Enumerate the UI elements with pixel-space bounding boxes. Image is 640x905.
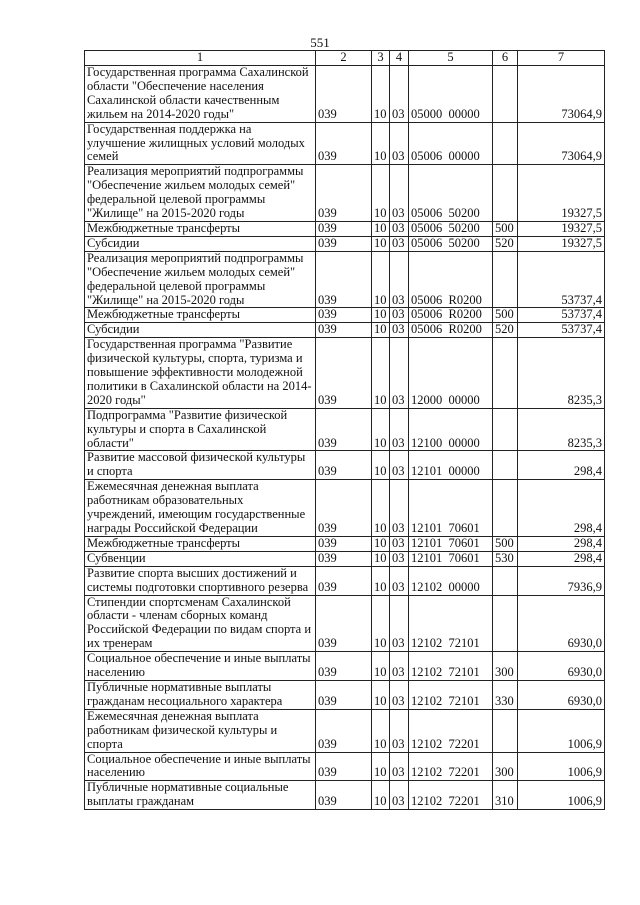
row-c5-cell: 05006 R0200 — [409, 323, 493, 338]
row-c5-cell: 12100 00000 — [409, 408, 493, 451]
row-c5-cell: 05000 00000 — [409, 66, 493, 123]
table-row — [85, 480, 605, 537]
row-c6-cell — [493, 251, 518, 308]
row-c7-cell: 8235,3 — [518, 338, 605, 409]
table-row — [85, 251, 605, 308]
row-name-cell: Публичные нормативные социальные выплаты гражданам — [85, 781, 316, 810]
row-c2-cell: 039 — [316, 566, 372, 595]
row-c7-cell: 7936,9 — [518, 566, 605, 595]
row-c2-cell: 039 — [316, 251, 372, 308]
table-row — [85, 536, 605, 551]
table-row — [85, 221, 605, 236]
row-c5-cell: 05006 50200 — [409, 236, 493, 251]
row-c6-cell: 500 — [493, 308, 518, 323]
header-cell: 1 — [85, 51, 316, 66]
row-c3-cell: 10 — [372, 165, 390, 222]
table-row — [85, 752, 605, 781]
row-name-cell: Субсидии — [85, 236, 316, 251]
row-c3-cell: 10 — [372, 251, 390, 308]
row-name-cell: Реализация мероприятий подпрограммы "Обеспечение жильем молодых семей" федеральной целевой программы "Жилище" на 2015-2020 годы — [85, 165, 316, 222]
row-name-cell: Государственная поддержка на улучшение жилищных условий молодых семей — [85, 122, 316, 165]
row-c4-cell: 03 — [390, 709, 409, 752]
row-c3-cell: 10 — [372, 709, 390, 752]
row-c3-cell: 10 — [372, 338, 390, 409]
table-row — [85, 595, 605, 652]
table-row — [85, 781, 605, 810]
table-row — [85, 451, 605, 480]
row-c2-cell: 039 — [316, 595, 372, 652]
row-c6-cell — [493, 122, 518, 165]
row-c3-cell: 10 — [372, 122, 390, 165]
row-c2-cell: 039 — [316, 66, 372, 123]
header-cell: 7 — [518, 51, 605, 66]
row-c2-cell: 039 — [316, 709, 372, 752]
row-c5-cell: 12101 70601 — [409, 536, 493, 551]
row-c6-cell: 520 — [493, 236, 518, 251]
row-name-cell: Ежемесячная денежная выплата работникам образовательных учреждений, имеющим государственные награды Российской Федерации — [85, 480, 316, 537]
row-c2-cell: 039 — [316, 652, 372, 681]
table-row — [85, 338, 605, 409]
row-c7-cell: 298,4 — [518, 480, 605, 537]
row-c4-cell: 03 — [390, 680, 409, 709]
budget-table — [84, 50, 605, 810]
row-c7-cell: 73064,9 — [518, 122, 605, 165]
row-c2-cell: 039 — [316, 165, 372, 222]
row-c4-cell: 03 — [390, 551, 409, 566]
row-name-cell: Государственная программа Сахалинской области "Обеспечение населения Сахалинской области качественным жильем на 2014-2020 годы" — [85, 66, 316, 123]
row-c4-cell: 03 — [390, 595, 409, 652]
row-c6-cell: 530 — [493, 551, 518, 566]
row-c6-cell: 310 — [493, 781, 518, 810]
header-cell: 2 — [316, 51, 372, 66]
row-c7-cell: 1006,9 — [518, 752, 605, 781]
table-row — [85, 566, 605, 595]
row-c3-cell: 10 — [372, 480, 390, 537]
row-c6-cell — [493, 451, 518, 480]
table-row — [85, 680, 605, 709]
row-c6-cell — [493, 338, 518, 409]
row-c2-cell: 039 — [316, 536, 372, 551]
row-c3-cell: 10 — [372, 451, 390, 480]
row-c4-cell: 03 — [390, 122, 409, 165]
row-c3-cell: 10 — [372, 752, 390, 781]
row-name-cell: Публичные нормативные выплаты гражданам несоциального характера — [85, 680, 316, 709]
row-c5-cell: 12101 70601 — [409, 480, 493, 537]
row-c7-cell: 6930,0 — [518, 680, 605, 709]
row-c4-cell: 03 — [390, 251, 409, 308]
row-name-cell: Социальное обеспечение и иные выплаты населению — [85, 652, 316, 681]
table-row — [85, 323, 605, 338]
row-c3-cell: 10 — [372, 66, 390, 123]
row-c7-cell: 1006,9 — [518, 709, 605, 752]
row-c3-cell: 10 — [372, 652, 390, 681]
row-c3-cell: 10 — [372, 566, 390, 595]
row-c3-cell: 10 — [372, 536, 390, 551]
row-name-cell: Государственная программа "Развитие физической культуры, спорта, туризма и повышение эффективности молодежной политики в Сахалинской области на 2014-2020 годы" — [85, 338, 316, 409]
row-c5-cell: 12102 72101 — [409, 652, 493, 681]
table-row — [85, 236, 605, 251]
row-c4-cell: 03 — [390, 536, 409, 551]
row-c5-cell: 12102 72201 — [409, 752, 493, 781]
row-name-cell: Стипендии спортсменам Сахалинской области - членам сборных команд Российской Федерации по видам спорта и их тренерам — [85, 595, 316, 652]
row-c7-cell: 19327,5 — [518, 236, 605, 251]
row-c7-cell: 298,4 — [518, 551, 605, 566]
row-c2-cell: 039 — [316, 680, 372, 709]
table-row — [85, 122, 605, 165]
row-c2-cell: 039 — [316, 122, 372, 165]
row-c4-cell: 03 — [390, 652, 409, 681]
row-c7-cell: 53737,4 — [518, 251, 605, 308]
row-c5-cell: 12101 00000 — [409, 451, 493, 480]
row-c3-cell: 10 — [372, 551, 390, 566]
row-c3-cell: 10 — [372, 221, 390, 236]
row-c7-cell: 298,4 — [518, 451, 605, 480]
row-c5-cell: 12102 72201 — [409, 709, 493, 752]
row-c6-cell — [493, 66, 518, 123]
row-c2-cell: 039 — [316, 338, 372, 409]
row-c4-cell: 03 — [390, 221, 409, 236]
row-c2-cell: 039 — [316, 408, 372, 451]
row-c2-cell: 039 — [316, 236, 372, 251]
row-c7-cell: 19327,5 — [518, 221, 605, 236]
row-c6-cell: 300 — [493, 752, 518, 781]
row-c7-cell: 8235,3 — [518, 408, 605, 451]
row-c7-cell: 298,4 — [518, 536, 605, 551]
row-c4-cell: 03 — [390, 323, 409, 338]
table-row — [85, 308, 605, 323]
row-name-cell: Межбюджетные трансферты — [85, 308, 316, 323]
row-c7-cell: 6930,0 — [518, 652, 605, 681]
row-name-cell: Реализация мероприятий подпрограммы "Обеспечение жильем молодых семей" федеральной целевой программы "Жилище" на 2015-2020 годы — [85, 251, 316, 308]
table-row — [85, 165, 605, 222]
row-c4-cell: 03 — [390, 451, 409, 480]
header-cell: 3 — [372, 51, 390, 66]
table-row — [85, 66, 605, 123]
table-row — [85, 709, 605, 752]
row-c7-cell: 1006,9 — [518, 781, 605, 810]
row-c3-cell: 10 — [372, 323, 390, 338]
row-c2-cell: 039 — [316, 551, 372, 566]
row-name-cell: Межбюджетные трансферты — [85, 221, 316, 236]
header-cell: 4 — [390, 51, 409, 66]
row-c5-cell: 05006 50200 — [409, 165, 493, 222]
row-c6-cell: 500 — [493, 536, 518, 551]
row-c3-cell: 10 — [372, 781, 390, 810]
row-c5-cell: 12102 72101 — [409, 680, 493, 709]
header-row — [85, 51, 605, 66]
row-c2-cell: 039 — [316, 323, 372, 338]
row-name-cell: Развитие массовой физической культуры и спорта — [85, 451, 316, 480]
row-name-cell: Развитие спорта высших достижений и системы подготовки спортивного резерва — [85, 566, 316, 595]
row-c5-cell: 12102 72201 — [409, 781, 493, 810]
row-c3-cell: 10 — [372, 408, 390, 451]
row-c2-cell: 039 — [316, 221, 372, 236]
row-c3-cell: 10 — [372, 595, 390, 652]
row-c4-cell: 03 — [390, 566, 409, 595]
row-c4-cell: 03 — [390, 308, 409, 323]
row-name-cell: Подпрограмма "Развитие физической культуры и спорта в Сахалинской области" — [85, 408, 316, 451]
row-c7-cell: 53737,4 — [518, 323, 605, 338]
row-c5-cell: 12101 70601 — [409, 551, 493, 566]
row-name-cell: Межбюджетные трансферты — [85, 536, 316, 551]
row-c4-cell: 03 — [390, 752, 409, 781]
row-c5-cell: 05006 R0200 — [409, 251, 493, 308]
row-c5-cell: 05006 50200 — [409, 221, 493, 236]
row-c6-cell: 500 — [493, 221, 518, 236]
page-number: 551 — [310, 35, 330, 50]
row-c2-cell: 039 — [316, 308, 372, 323]
table-row — [85, 652, 605, 681]
row-c2-cell: 039 — [316, 480, 372, 537]
row-c2-cell: 039 — [316, 781, 372, 810]
row-c7-cell: 73064,9 — [518, 66, 605, 123]
row-c6-cell — [493, 480, 518, 537]
table-row — [85, 551, 605, 566]
row-c6-cell — [493, 165, 518, 222]
row-c5-cell: 05006 R0200 — [409, 308, 493, 323]
row-c4-cell: 03 — [390, 781, 409, 810]
row-c3-cell: 10 — [372, 308, 390, 323]
row-name-cell: Субвенции — [85, 551, 316, 566]
header-cell: 5 — [409, 51, 493, 66]
row-c5-cell: 05006 00000 — [409, 122, 493, 165]
row-name-cell: Ежемесячная денежная выплата работникам физической культуры и спорта — [85, 709, 316, 752]
row-c4-cell: 03 — [390, 408, 409, 451]
row-c2-cell: 039 — [316, 752, 372, 781]
header-cell: 6 — [493, 51, 518, 66]
row-c5-cell: 12102 00000 — [409, 566, 493, 595]
row-c7-cell: 6930,0 — [518, 595, 605, 652]
row-c3-cell: 10 — [372, 680, 390, 709]
row-c4-cell: 03 — [390, 480, 409, 537]
row-c2-cell: 039 — [316, 451, 372, 480]
row-c4-cell: 03 — [390, 338, 409, 409]
table-row — [85, 408, 605, 451]
row-c4-cell: 03 — [390, 66, 409, 123]
row-c4-cell: 03 — [390, 236, 409, 251]
row-c6-cell — [493, 566, 518, 595]
row-name-cell: Социальное обеспечение и иные выплаты населению — [85, 752, 316, 781]
row-c5-cell: 12000 00000 — [409, 338, 493, 409]
row-c7-cell: 53737,4 — [518, 308, 605, 323]
row-c6-cell: 330 — [493, 680, 518, 709]
row-name-cell: Субсидии — [85, 323, 316, 338]
row-c6-cell — [493, 595, 518, 652]
row-c6-cell — [493, 709, 518, 752]
row-c6-cell — [493, 408, 518, 451]
row-c3-cell: 10 — [372, 236, 390, 251]
row-c6-cell: 520 — [493, 323, 518, 338]
row-c6-cell: 300 — [493, 652, 518, 681]
row-c7-cell: 19327,5 — [518, 165, 605, 222]
row-c5-cell: 12102 72101 — [409, 595, 493, 652]
row-c4-cell: 03 — [390, 165, 409, 222]
